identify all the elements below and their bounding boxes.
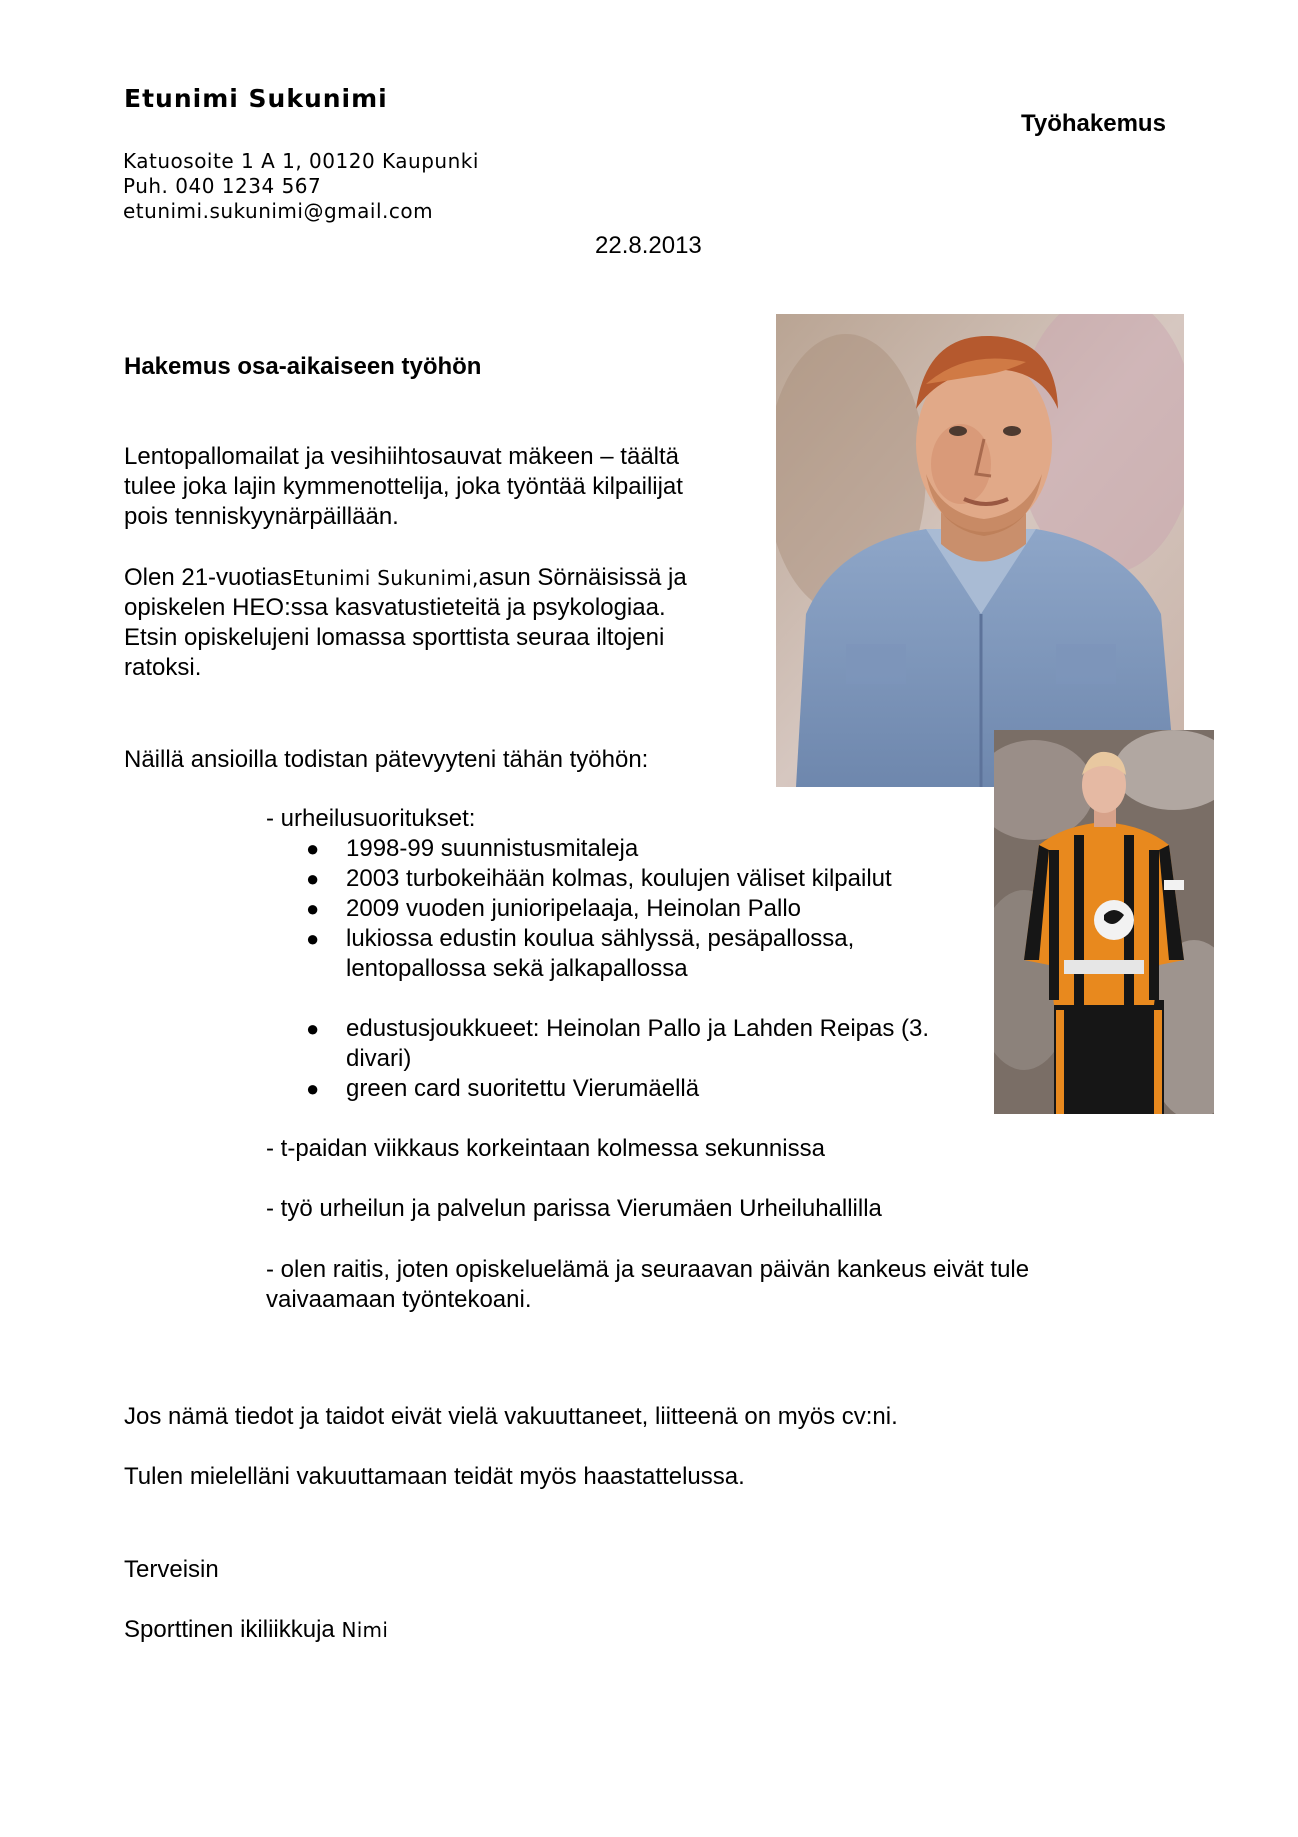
about-line-3: Etsin opiskelujeni lomassa sporttista seuraa iltojeni <box>124 624 665 651</box>
sports-bullet-5-line-2: divari) <box>346 1045 412 1072</box>
document-title: Työhakemus <box>1021 110 1166 137</box>
signature <box>124 1616 388 1644</box>
signature-prefix: Sporttinen ikiliikkuja <box>124 1616 335 1643</box>
bullet-dot: ● <box>306 866 320 891</box>
intro-line-1: Lentopallomailat ja vesihiihtosauvat mäkeen – täältä <box>124 443 680 470</box>
bullet-dot: ● <box>306 1016 320 1041</box>
sports-team-photo-image <box>994 730 1214 1114</box>
merit-sober-line-1: - olen raitis, joten opiskeluelämä ja seuraavan päivän kankeus eivät tule <box>266 1256 1030 1283</box>
about-line-2: opiskelen HEO:ssa kasvatustieteitä ja psykologiaa. <box>124 594 666 621</box>
greeting: Terveisin <box>124 1556 219 1583</box>
about-inline-name: Etunimi Sukunimi, <box>292 566 479 590</box>
bullet-dot: ● <box>306 1076 320 1101</box>
applicant-name: Etunimi Sukunimi <box>124 84 388 113</box>
closing-interview: Tulen mielelläni vakuuttamaan teidät myös haastattelussa. <box>124 1463 745 1490</box>
address: Katuosoite 1 A 1, 00120 Kaupunki <box>123 149 479 173</box>
merit-sober-line-2: vaivaamaan työntekoani. <box>266 1286 532 1313</box>
merits-intro: Näillä ansioilla todistan pätevyyteni tähän työhön: <box>124 746 649 773</box>
bullet-dot: ● <box>306 896 320 921</box>
portrait-photo-image <box>776 314 1184 787</box>
sports-bullet-1: 1998-99 suunnistusmitaleja <box>346 835 639 862</box>
bullet-dot: ● <box>306 836 320 861</box>
sports-bullet-6: green card suoritettu Vierumäellä <box>346 1075 700 1102</box>
sports-bullet-4-line-2: lentopallossa sekä jalkapallossa <box>346 955 688 982</box>
signature-name: Nimi <box>341 1618 389 1642</box>
about-prefix: Olen 21-vuotias <box>124 564 293 591</box>
letter-subject: Hakemus osa-aikaiseen työhön <box>124 353 482 380</box>
closing-cv: Jos nämä tiedot ja taidot eivät vielä vakuuttaneet, liitteenä on myös cv:ni. <box>124 1403 898 1430</box>
merit-work: - työ urheilun ja palvelun parissa Vierumäen Urheiluhallilla <box>266 1195 882 1222</box>
phone: Puh. 040 1234 567 <box>123 174 322 198</box>
about-line-1-suffix: asun Sörnäisissä ja <box>478 564 687 591</box>
letter-date: 22.8.2013 <box>595 232 702 259</box>
sports-bullet-5-line-1: edustusjoukkueet: Heinolan Pallo ja Lahden Reipas (3. <box>346 1015 930 1042</box>
sports-bullet-3: 2009 vuoden junioripelaaja, Heinolan Pallo <box>346 895 802 922</box>
bullet-dot: ● <box>306 926 320 951</box>
merit-tshirt: - t-paidan viikkaus korkeintaan kolmessa sekunnissa <box>266 1135 825 1162</box>
about-line-4: ratoksi. <box>124 654 202 681</box>
intro-line-2: tulee joka lajin kymmenottelija, joka työntää kilpailijat <box>124 473 683 500</box>
sports-bullet-2: 2003 turbokeihään kolmas, koulujen väliset kilpailut <box>346 865 892 892</box>
sports-heading: - urheilusuoritukset: <box>266 805 476 832</box>
intro-paragraph <box>124 442 764 532</box>
about-paragraph <box>124 563 764 683</box>
portrait-photo <box>776 314 1184 787</box>
sports-bullet-4-line-1: lukiossa edustin koulua sählyssä, pesäpallossa, <box>346 925 855 952</box>
intro-line-3: pois tenniskyynärpäillään. <box>124 503 399 530</box>
sports-team-photo <box>994 730 1214 1114</box>
email: etunimi.sukunimi@gmail.com <box>123 199 434 223</box>
